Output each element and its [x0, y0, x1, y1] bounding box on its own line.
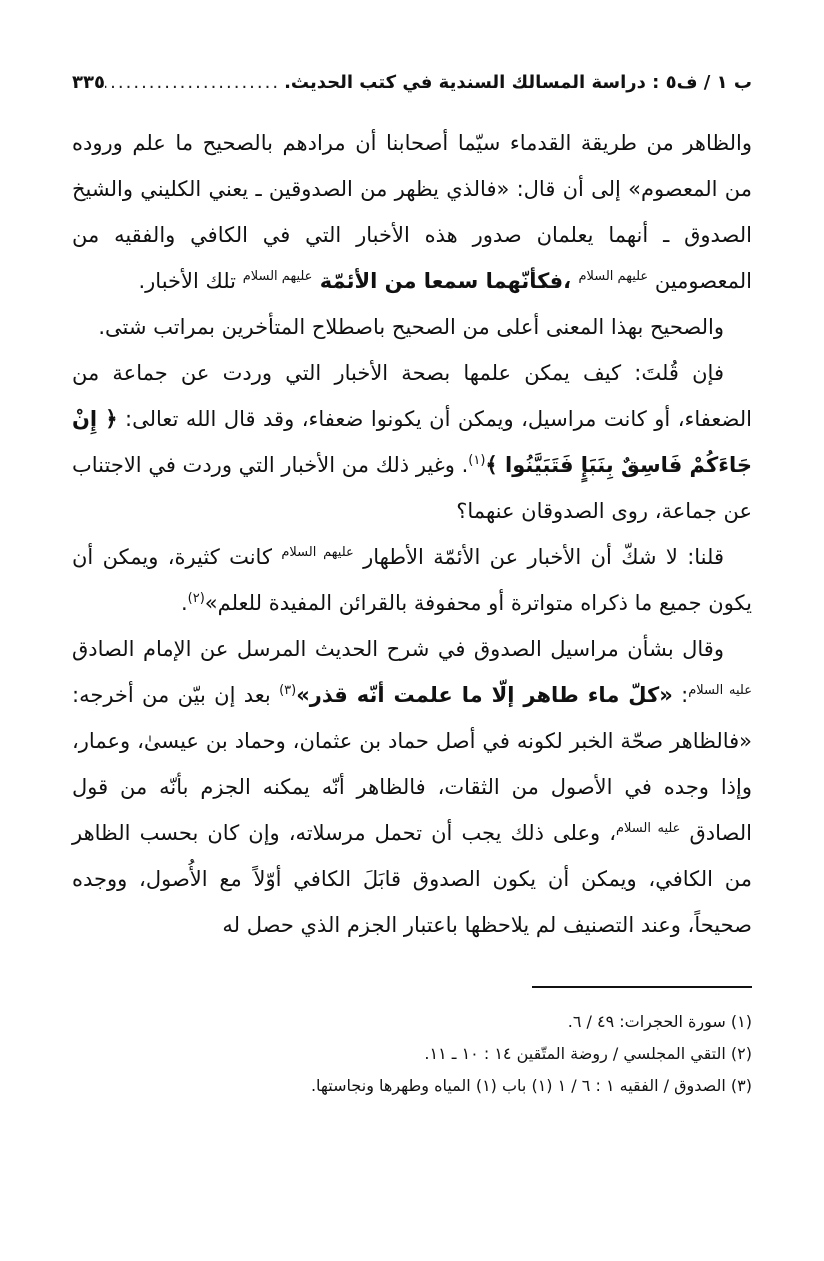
paragraph-3-text-b: . وغير ذلك من الأخبار التي وردت في الاجتناب عن جماعة، روى الصدوقان عنهما؟: [72, 453, 752, 523]
running-header: [72, 72, 752, 106]
body-text: [72, 120, 752, 948]
footnote-divider: [532, 986, 752, 988]
paragraph-5-text-b: بعد إن بيّن من أخرجه: «فالظاهر صحّة الخبر لكونه في أصل حماد بن عثمان، وحماد بن عيسىٰ، وعمار، وإذا وجده في الأصول من الثقات، فالظاهر أنّه يمكنه الجزم بأنّه من قول الصادق: [72, 683, 752, 845]
paragraph-1: [72, 120, 752, 304]
paragraph-5-text-a: وقال بشأن مراسيل الصدوق في شرح الحديث المرسل عن الإمام الصادق: [72, 637, 724, 661]
paragraph-4-text-c: .: [180, 591, 188, 615]
quran-verse: ﴿ إِنْ جَاءَكُمْ فَاسِقٌ بِنَبَإٍ فَتَبَيَّنُوا ﴾: [72, 407, 752, 477]
footnote-3: (٣) الصدوق / الفقيه ١ : ٦ / ١ (١) باب (١) المياه وطهرها ونجاستها.: [310, 1076, 752, 1095]
honorific: عليهم السلام: [578, 269, 649, 284]
honorific: عليه السلام: [616, 821, 681, 836]
footnote-ref-2: (٢): [187, 591, 205, 606]
paragraph-5: [72, 626, 752, 948]
paragraph-4-text-b: كانت كثيرة، ويمكن أن يكون جميع ما ذكراه متواترة أو محفوفة بالقرائن المفيدة للعلم»: [72, 545, 752, 615]
paragraph-2: والصحيح بهذا المعنى أعلى من الصحيح باصطلاح المتأخرين بمراتب شتى.: [98, 315, 724, 339]
page-number: ٣٣٥: [72, 72, 105, 93]
footnote-2: (٢) التقي المجلسي / روضة المتّقين ١٤ : ١٠ ـ ١١.: [424, 1044, 752, 1063]
footnote-ref-3: (٣): [279, 683, 297, 698]
paragraph-3-text-a: فإن قُلتَ: كيف يمكن علمها بصحة الأخبار التي وردت عن جماعة من الضعفاء، أو كانت مراسيل، ويمكن أن يكونوا ضعفاء، وقد قال الله تعالى:: [72, 361, 752, 431]
paragraph-1-text-a: والظاهر من طريقة القدماء سيّما أصحابنا أن مرادهم بالصحيح ما علم وروده من المعصوم» إلى أن قال: «فالذي يظهر من الصدوقين ـ يعني الكليني والشيخ الصدوق ـ أنهما يعلمان صدور هذه الأخبار التي في الكافي والفقيه من المعصومين: [72, 131, 752, 293]
footnote-ref-1: (١): [468, 453, 486, 468]
honorific: عليهم السلام: [242, 269, 313, 284]
hadith-quote: «كلّ ماء طاهر إلّا ما علمت أنّه قذر»: [296, 683, 673, 707]
paragraph-5-colon: :: [672, 683, 689, 707]
paragraph-1-text-b: ،فكأنّهما سمعا من الأئمّة: [312, 269, 579, 293]
footnote-1: (١) سورة الحجرات: ٤٩ / ٦.: [567, 1012, 752, 1031]
paragraph-1-text-c: تلك الأخبار.: [138, 269, 243, 293]
paragraph-3: [72, 350, 752, 534]
paragraph-4-text-a: قلنا: لا شكّ أن الأخبار عن الأئمّة الأطهار: [353, 545, 724, 569]
honorific: عليهم السلام: [281, 545, 354, 560]
paragraph-4: [72, 534, 752, 626]
honorific: عليه السلام: [688, 683, 752, 698]
header-title: دراسة المسالك السندية في كتب الحديث.: [284, 72, 646, 93]
header-section: ب ١ / ف٥ :: [652, 72, 752, 93]
footnotes: [72, 1006, 752, 1102]
header-leader-dots: [105, 72, 284, 93]
paragraph-5-text-c: ، وعلى ذلك يجب أن تحمل مرسلاته، وإن كان بحسب الظاهر من الكافي، ويمكن أن يكون الصدوق قابَلَ الكافي أوّلاً مع الأُصول، ووجده صحيحاً، وعند التصنيف لم يلاحظها باعتبار الجزم الذي حصل له: [72, 821, 752, 937]
